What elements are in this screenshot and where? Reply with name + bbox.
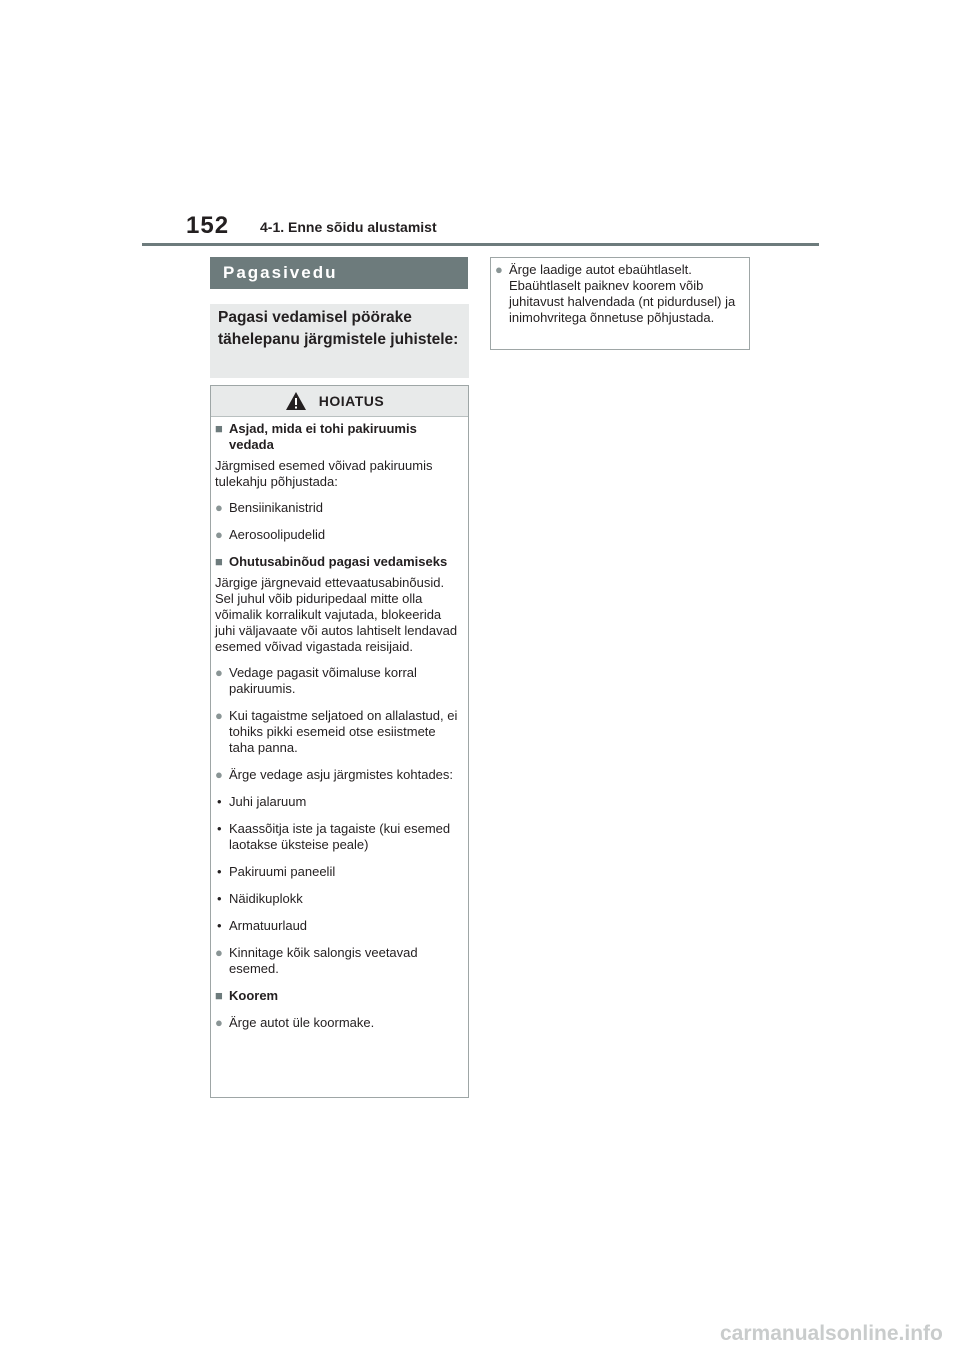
sub-list-item-text: Juhi jalaruum <box>229 794 307 809</box>
watermark: carmanualsonline.info <box>720 1322 943 1345</box>
paragraph: Järgige järgnevaid ettevaatusabinõusid. Sel juhul võib piduripedaal mitte olla võimalik korralikult vajutada, blokeerida juhi väljavaate või autos lahtiselt lendavad esemed võivad vigastada reisijaid. <box>215 575 458 654</box>
subheading-text: Ohutusabinõud pagasi vedamiseks <box>229 554 448 569</box>
section-title: Pagasivedu <box>210 257 468 289</box>
chapter-heading: 4-1. Enne sõidu alustamist <box>260 219 437 235</box>
list-item-text: Aerosoolipudelid <box>229 527 326 542</box>
list-item <box>215 708 460 756</box>
warning-box <box>210 385 469 1098</box>
bullet-marker: • <box>217 891 222 906</box>
dot-marker: ● <box>215 665 223 680</box>
bullet-marker: • <box>217 794 222 809</box>
sub-list-item <box>215 864 460 880</box>
header-divider <box>142 243 819 246</box>
dot-marker: ● <box>215 527 223 542</box>
dot-marker: ● <box>215 767 223 782</box>
dot-marker: ● <box>215 708 223 723</box>
page-number: 152 <box>186 212 230 239</box>
square-marker: ■ <box>215 421 223 436</box>
list-item-text: Kinnitage kõik salongis veetavad esemed. <box>229 945 418 976</box>
list-item <box>215 767 460 783</box>
subheading <box>215 988 460 1004</box>
subheading <box>215 421 460 453</box>
subheading-text: Asjad, mida ei tohi pakiruumis vedada <box>229 421 417 452</box>
list-item-text: Ärge autot üle koormake. <box>229 1015 375 1030</box>
square-marker: ■ <box>215 988 223 1003</box>
list-item <box>215 665 460 697</box>
intro-text: Pagasi vedamisel pöörake tähelepanu järgmistele juhistele: <box>218 309 459 348</box>
list-item <box>215 1015 460 1031</box>
bullet-marker: • <box>217 821 222 836</box>
paragraph: Järgmised esemed võivad pakiruumis tulekahju põhjustada: <box>215 458 433 489</box>
list-item-text: Ärge vedage asju järgmistes kohtades: <box>229 767 454 782</box>
warning-header <box>211 386 468 417</box>
load-warning-text: Ärge laadige autot ebaühtlaselt. Ebaühtlaselt paiknev koorem võib juhitavust halvendada (nt pidurdusel) ja inimohvritega õnnetuse põhjustada. <box>509 262 736 325</box>
list-item-text: Vedage pagasit võimaluse korral pakiruumis. <box>229 665 417 696</box>
list-item <box>215 945 460 977</box>
dot-marker: ● <box>215 1015 223 1030</box>
warning-triangle-icon <box>285 391 307 411</box>
sub-list-item <box>215 891 460 907</box>
load-warning-box <box>490 257 750 350</box>
list-item <box>215 500 460 516</box>
square-marker: ■ <box>215 554 223 569</box>
subheading <box>215 554 460 570</box>
list-item-text: Bensiinikanistrid <box>229 500 323 515</box>
warning-title: HOIATUS <box>318 393 385 409</box>
sub-list-item-text: Pakiruumi paneelil <box>229 864 336 879</box>
sub-list-item <box>215 918 460 934</box>
list-item <box>215 527 460 543</box>
sub-list-item-text: Näidikuplokk <box>229 891 303 906</box>
dot-marker: ● <box>495 262 503 277</box>
sub-list-item <box>215 794 460 810</box>
warning-body <box>211 417 468 1031</box>
sub-list-item <box>215 821 460 853</box>
sub-list-item-text: Kaassõitja iste ja tagaiste (kui esemed laotakse üksteise peale) <box>229 821 451 852</box>
intro-box <box>210 304 469 378</box>
bullet-marker: • <box>217 864 222 879</box>
dot-marker: ● <box>215 500 223 515</box>
list-item-text: Kui tagaistme seljatoed on allalastud, ei tohiks pikki esemeid otse esiistmete taha panna. <box>229 708 458 755</box>
dot-marker: ● <box>215 945 223 960</box>
sub-list-item-text: Armatuurlaud <box>229 918 308 933</box>
list-item <box>495 262 741 326</box>
bullet-marker: • <box>217 918 222 933</box>
subheading-text: Koorem <box>229 988 279 1003</box>
